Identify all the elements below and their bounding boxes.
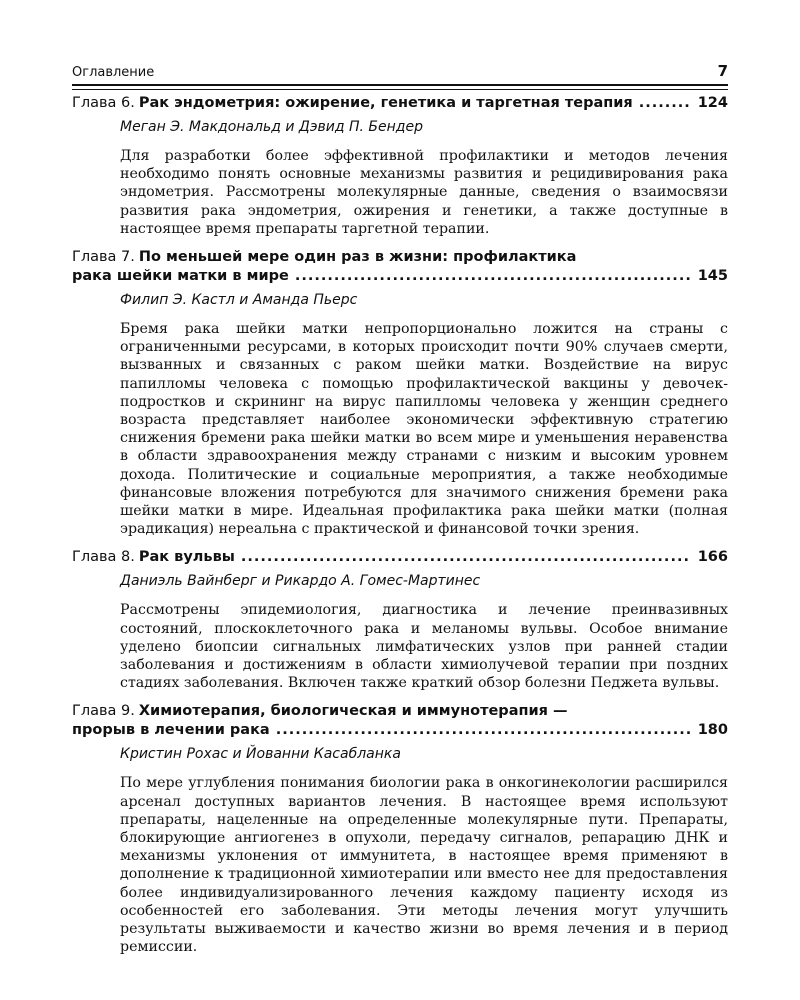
chapter-authors: Даниэль Вайнберг и Рикардо А. Гомес-Мартинес — [120, 573, 481, 590]
dot-leader — [276, 721, 690, 740]
chapter-title: Рак вульвы — [138, 549, 235, 566]
chapter-page-number: 180 — [697, 722, 728, 739]
dot-leader — [241, 548, 690, 567]
chapter-page-number: 166 — [697, 549, 728, 566]
chapter-description: Рассмотрены эпидемиология, диагностика и лечение преинвазивных состояний, плоскоклеточного рака и меланомы вульвы. Особое внимание уделено биопсии сигнальных лимфатических узлов при ранней стадии заболевания и достижениям в области химиолучевой терапии при поздних стадиях заболевания. Включен также краткий обзор болезни Педжета вульвы. — [120, 602, 728, 692]
chapter-description: Для разработки более эффективной профилактики и методов лечения необходимо понять основные механизмы развития и рецидивирования рака эндометрия. Рассмотрены молекулярные данные, сведения о взаимосвязи развития рака эндометрия, ожирения и генетики, а также доступные в настоящее время препараты таргетной терапии. — [120, 148, 728, 237]
chapter-authors: Филип Э. Кастл и Аманда Пьерс — [120, 292, 358, 309]
chapter-title: Химиотерапия, биологическая и иммунотерапия — — [138, 703, 568, 720]
chapter-authors: Кристин Рохас и Йованни Касабланка — [120, 746, 401, 763]
chapter-heading-continued[interactable] — [72, 267, 728, 286]
chapter-number: Глава 6. — [72, 95, 135, 111]
toc-entry-chapter-9 — [72, 702, 728, 956]
chapter-title: Рак эндометрия: ожирение, генетика и таргетная терапия — [138, 95, 633, 111]
dot-leader — [295, 267, 690, 286]
chapter-authors: Меган Э. Макдональд и Дэвид П. Бендер — [120, 119, 423, 135]
chapter-page-number: 124 — [697, 95, 728, 111]
chapter-title: По меньшей мере один раз в жизни: профилактика — [138, 249, 577, 266]
chapter-description: По мере углубления понимания биологии рака в онкогинекологии расширился арсенал доступных вариантов лечения. В настоящее время используют препараты, нацеленные на определенные молекулярные пути. Препараты, блокирующие ангиогенез в опухоли, передачу сигналов, репарацию ДНК и механизмы уклонения от иммунитета, в настоящее время применяют в дополнение к традиционной химиотерапии или вместо нее для предоставления более индивидуализированного лечения каждому пациенту исходя из особенностей его заболевания. Эти методы лечения могут улучшить результаты выживаемости и качество жизни во время лечения и в период ремиссии. — [120, 775, 728, 956]
chapter-heading-continued[interactable] — [72, 721, 728, 740]
chapter-heading[interactable] — [72, 702, 728, 721]
toc-entry-chapter-7 — [72, 248, 728, 538]
table-of-contents — [72, 94, 728, 967]
chapter-heading[interactable] — [72, 548, 728, 567]
page-number: 7 — [717, 62, 728, 80]
chapter-page-number: 145 — [697, 268, 728, 285]
chapter-heading[interactable] — [72, 248, 728, 267]
running-header — [72, 56, 728, 80]
toc-entry-chapter-6 — [72, 94, 728, 238]
toc-entry-chapter-8 — [72, 548, 728, 692]
section-title: Оглавление — [72, 65, 155, 80]
header-rule — [72, 84, 728, 90]
chapter-title-continued: рака шейки матки в мире — [72, 268, 289, 285]
chapter-number: Глава 7. — [72, 249, 135, 266]
chapter-description: Бремя рака шейки матки непропорционально ложится на страны с ограниченными ресурсами, в которых происходит почти 90% случаев смерти, вызванных и связанных с раком шейки матки. Воздействие на вирус папилломы человека с помощью профилактической вакцины у девочек-подростков и скрининг на вирус папилломы человека у женщин среднего возраста представляет наиболее экономически эффективную стратегию снижения бремени рака шейки матки во всем мире и уменьшения неравенства в области здравоохранения между странами с низким и высоким уровнем дохода. Политические и социальные мероприятия, а также необходимые финансовые вложения потребуются для значимого снижения бремени рака шейки матки в мире. Идеальная профилактика рака шейки матки (полная эрадикация) нереальна с практической и финансовой точки зрения. — [120, 321, 728, 538]
chapter-number: Глава 9. — [72, 703, 135, 720]
chapter-heading[interactable] — [72, 94, 728, 113]
chapter-number: Глава 8. — [72, 549, 135, 566]
chapter-title-continued: прорыв в лечении рака — [72, 722, 270, 739]
dot-leader — [639, 94, 690, 113]
